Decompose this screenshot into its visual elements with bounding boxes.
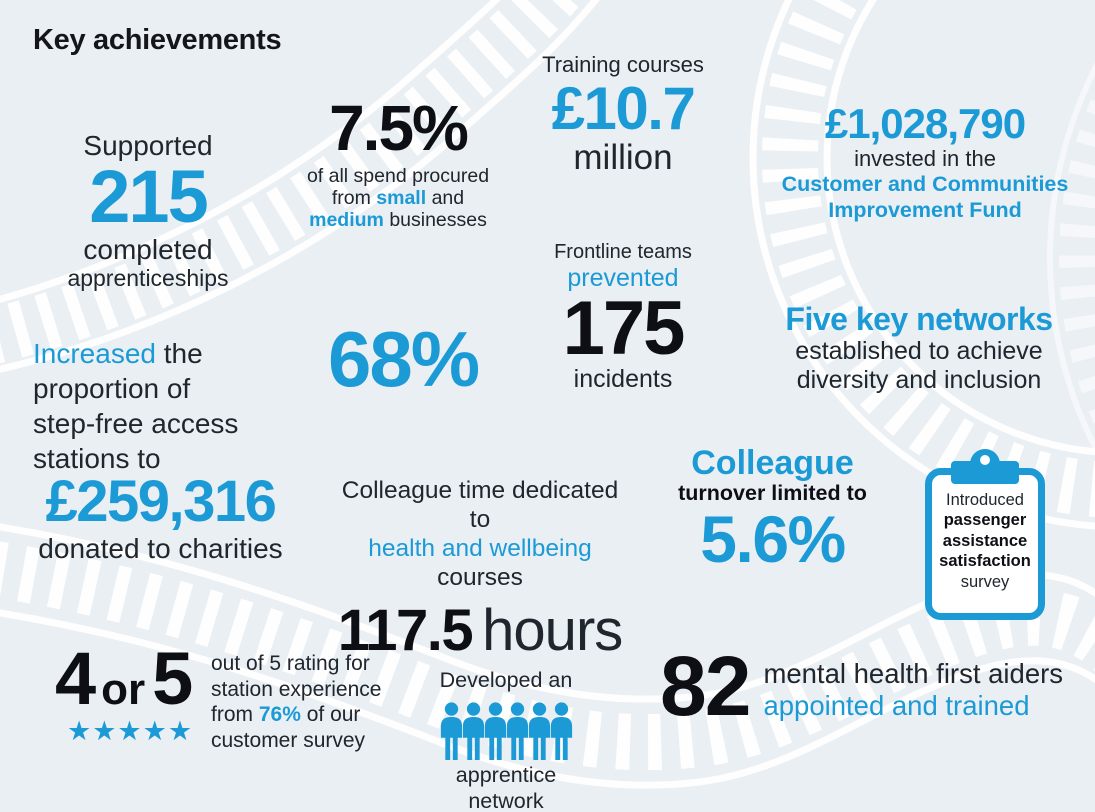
training-label: Training courses bbox=[542, 52, 704, 77]
stat-ccif bbox=[780, 102, 1070, 224]
networks-headline: Five key networks bbox=[785, 301, 1053, 337]
procurement-caption-post2: businesses bbox=[389, 209, 487, 232]
ccif-value: £1,028,790 bbox=[824, 100, 1026, 147]
incidents-value: 175 bbox=[562, 286, 684, 371]
procurement-caption-line3 bbox=[303, 209, 493, 231]
stat-networks bbox=[763, 302, 1075, 395]
incidents-label2: prevented bbox=[567, 264, 679, 292]
stat-step-free bbox=[33, 336, 333, 476]
stat-mhfa bbox=[660, 639, 1080, 733]
rating-conjunction: or bbox=[101, 665, 146, 714]
incidents-label1: Frontline teams bbox=[554, 241, 692, 263]
stepfree-line2: step-free access stations to bbox=[33, 408, 239, 474]
mhfa-value: 82 bbox=[660, 639, 750, 733]
rating-caption-line2: station experience bbox=[211, 677, 382, 701]
rating-caption-line4: customer survey bbox=[211, 728, 366, 752]
page-title: Key achievements bbox=[33, 24, 282, 56]
stat-apprenticeships bbox=[28, 130, 268, 292]
training-unit: million bbox=[573, 137, 673, 177]
stat-training-courses bbox=[533, 52, 713, 176]
apprenticeships-label-post1: completed bbox=[83, 233, 213, 265]
procurement-caption-highlight-small: small bbox=[376, 187, 427, 210]
rating-caption-line1: out of 5 rating for bbox=[211, 652, 370, 675]
procurement-caption-pre: from bbox=[331, 187, 371, 210]
rating-caption-post: of our bbox=[306, 703, 361, 727]
ccif-line2: Customer and Communities bbox=[781, 172, 1069, 197]
wellbeing-unit: hours bbox=[482, 597, 623, 663]
person-icon bbox=[548, 701, 575, 763]
stat-incidents bbox=[543, 240, 703, 394]
mhfa-line1: mental health first aiders bbox=[763, 658, 1064, 689]
turnover-headline: Colleague bbox=[691, 444, 854, 482]
rating-caption-line3 bbox=[211, 702, 381, 728]
procurement-caption-line1: of all spend procured bbox=[306, 165, 490, 187]
rating-value-5: 5 bbox=[152, 637, 192, 720]
procurement-caption-highlight-medium: medium bbox=[309, 209, 384, 232]
wellbeing-line1: Colleague time dedicated to bbox=[341, 477, 619, 533]
apprenticeships-label-post2: apprenticeships bbox=[67, 265, 229, 292]
procurement-caption-post: and bbox=[431, 187, 465, 210]
clipboard-icon bbox=[922, 448, 1048, 626]
mhfa-line2: appointed and trained bbox=[763, 690, 1030, 722]
stepfree-line1 bbox=[33, 336, 333, 406]
charities-value: £259,316 bbox=[45, 469, 276, 534]
ccif-line1: invested in the bbox=[854, 146, 996, 172]
apprentice-network-line1: Developed an bbox=[439, 668, 573, 692]
wellbeing-highlight: health and wellbeing bbox=[368, 534, 592, 562]
survey-line4: satisfaction bbox=[939, 552, 1031, 571]
survey-line2: passenger bbox=[943, 511, 1027, 530]
charities-caption: donated to charities bbox=[38, 532, 283, 564]
survey-line3: assistance bbox=[942, 531, 1028, 550]
procurement-value: 7.5% bbox=[329, 92, 467, 164]
survey-line5: survey bbox=[960, 572, 1010, 591]
turnover-subline: turnover limited to bbox=[678, 480, 867, 505]
star-icons: ★★★★★ bbox=[67, 716, 194, 746]
stat-wellbeing bbox=[330, 477, 630, 665]
stat-rating bbox=[55, 637, 395, 752]
apprenticeships-label-pre: Supported bbox=[83, 130, 213, 161]
apprentice-people bbox=[420, 697, 592, 763]
stat-apprentice-network bbox=[420, 668, 592, 812]
stat-charities bbox=[18, 469, 303, 564]
clipboard-clip-hole bbox=[980, 455, 990, 465]
rating-value-4: 4 bbox=[55, 637, 95, 720]
training-value: £10.7 bbox=[551, 75, 695, 143]
rating-caption-highlight: 76% bbox=[258, 703, 301, 727]
wellbeing-line2-rest: courses bbox=[437, 563, 523, 591]
apprentice-network-line2: apprentice network bbox=[455, 762, 557, 812]
networks-line3: diversity and inclusion bbox=[796, 365, 1042, 394]
stat-turnover bbox=[670, 444, 875, 577]
survey-line1: Introduced bbox=[946, 491, 1024, 509]
turnover-value: 5.6% bbox=[700, 502, 845, 577]
rating-caption bbox=[211, 651, 381, 753]
procurement-caption-line2 bbox=[303, 187, 493, 209]
stat-procurement bbox=[303, 92, 493, 232]
networks-line2: established to achieve bbox=[795, 336, 1043, 365]
apprenticeships-value: 215 bbox=[89, 155, 207, 239]
rating-caption-pre: from bbox=[211, 703, 253, 727]
survey-text bbox=[922, 490, 1048, 592]
wellbeing-line2 bbox=[330, 535, 630, 593]
stepfree-highlight: Increased bbox=[33, 338, 156, 369]
wellbeing-value: 117.5 bbox=[337, 597, 473, 663]
stepfree-line1-rest: the proportion of bbox=[33, 338, 203, 404]
stepfree-value: 68% bbox=[328, 315, 479, 403]
ccif-line3: Improvement Fund bbox=[828, 198, 1022, 223]
incidents-unit: incidents bbox=[573, 365, 673, 394]
